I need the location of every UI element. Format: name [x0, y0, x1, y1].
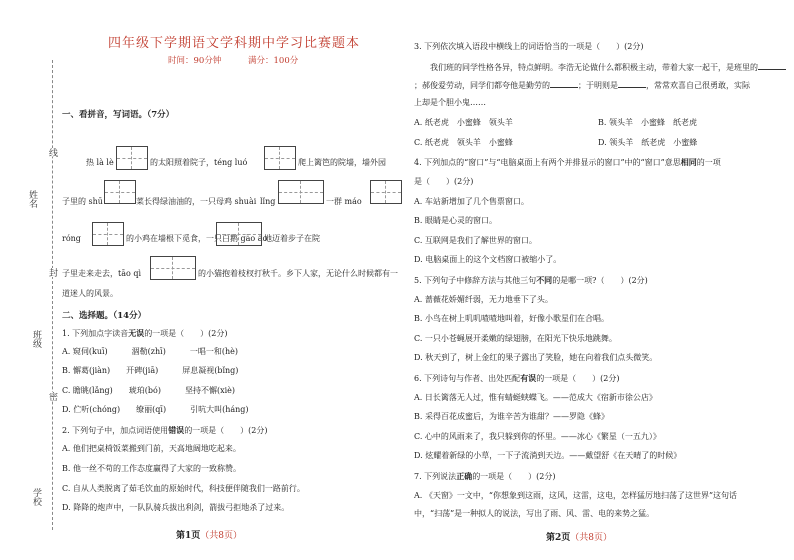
question-6-option-c[interactable]: C. 心中的风雨来了，我只躲到你的怀里。——冰心《繁星（一五九）》	[414, 432, 661, 441]
question-5-option-d[interactable]: D. 秋天到了，树上金红的果子露出了笑脸，她在向着我们点头微笑。	[414, 353, 658, 362]
question-3-para2: ；郝俊爱劳动，同学们都夸他是勤劳的 ；于明则是 ，常常欢喜自己很勇敢，实际	[414, 81, 750, 90]
question-3-para1: 我们班的同学性格各异，特点鲜明。李浩无论做什么都积极主动，带着大家一起干，是班里的	[430, 62, 786, 73]
writing-box-7[interactable]	[216, 222, 262, 246]
question-4-option-b[interactable]: B. 眼睛是心灵的窗口。	[414, 216, 497, 225]
question-5-option-b[interactable]: B. 小鸟在树上叽叽喳喳地叫着，好像小歌星们在合唱。	[414, 314, 609, 323]
question-5-option-a[interactable]: A. 蔷薇花娇媚纤弱，无力地垂下了头。	[414, 295, 553, 304]
question-7-stem: 7. 下列说法正确的一项是（ ）(2分)	[414, 471, 556, 481]
binding-class-label: 班级	[31, 330, 41, 348]
question-1-option-a[interactable]: A. 窥伺(kuī) 涸勒(zhī) 一唱一和(hè)	[62, 347, 238, 356]
page2-footer: 第2页（共8页）	[546, 533, 612, 543]
question-2-option-b[interactable]: B. 他一丝不苟的工作态度赢得了大家的一致称赞。	[62, 464, 241, 473]
page-title: 四年级下学期语文学科期中学习比赛题本	[108, 36, 361, 51]
question-6-option-a[interactable]: A. 日长篱落无人过，惟有蜻蜓蛱蝶飞。——范成大《宿新市徐公店》	[414, 393, 657, 402]
pinyin-text-2d: 一群 máo	[326, 197, 362, 206]
question-4-option-d[interactable]: D. 电脑桌面上的这个文档窗口被缩小了。	[414, 255, 562, 264]
exam-full-score: 满分：100分	[248, 56, 299, 66]
question-1-option-c[interactable]: C. 瞻眺(lǎng) 琥珀(bó) 坚持不懈(xiè)	[62, 386, 235, 395]
pinyin-text-5: 道迷人的风景。	[62, 289, 118, 298]
question-3-option-b[interactable]: B. 领头羊 小蜜蜂 纸老虎	[598, 118, 697, 127]
pinyin-text-4b: 的小猫抱着枝杈打秋千。乡下人家，无论什么时候都有一	[198, 269, 398, 278]
pinyin-text-4a: 子里走来走去，tāo qì	[62, 269, 142, 278]
pinyin-text-1c: 爬上篱笆的院墙，墙外园	[298, 158, 386, 167]
question-2-option-a[interactable]: A. 他们把桌椅饭菜搬到门前，天高地阔地吃起来。	[62, 444, 241, 453]
writing-box-8[interactable]	[150, 256, 196, 280]
question-1-option-b[interactable]: B. 懈葛(jiàn) 开碑(jiā) 屏息凝视(bǐng)	[62, 366, 239, 375]
question-6-option-d[interactable]: D. 炫耀着新绿的小草，一下子流淌到天边。——戴望舒《在天晴了的时候》	[414, 451, 682, 460]
pinyin-text-3a: róng	[62, 234, 81, 243]
binding-dashed-line	[52, 60, 53, 530]
pinyin-text-1b: 的太阳照着院子，téng luó	[150, 158, 248, 167]
pinyin-text-2c: lǐng	[260, 197, 276, 206]
pinyin-text-2a: 子里的 shū	[62, 197, 103, 206]
binding-school-label: 学校	[31, 488, 41, 506]
question-3-option-c[interactable]: C. 纸老虎 领头羊 小蜜蜂	[414, 138, 513, 147]
exam-time: 时间：90分钟	[168, 56, 222, 66]
question-1-option-d[interactable]: D. 伫听(chóng) 缭丽(qī) 引吭大叫(háng)	[62, 405, 249, 414]
question-1-stem: 1. 下列加点字读音无误的一项是（ ）(2分)	[62, 328, 228, 338]
pinyin-text-2b: 菜长得绿油油的，一只母鸡 shuài	[136, 197, 257, 206]
writing-box-2[interactable]	[264, 146, 296, 170]
question-7-option-a-line2[interactable]: 中，“扫荡”是一种拟人的说法，写出了雨、风、雷、电的来势之猛。	[414, 509, 655, 518]
question-3-stem: 3. 下列依次填入语段中横线上的词语恰当的一项是（ ）(2分)	[414, 42, 644, 51]
pinyin-text-3b: 的小鸡在墙根下觅食，一只白鹅 gāo ào	[126, 234, 268, 243]
question-4-option-a[interactable]: A. 车站新增加了几个售票窗口。	[414, 197, 529, 206]
question-6-stem: 6. 下列诗句与作者、出处匹配有误的一项是（ ）(2分)	[414, 373, 620, 383]
binding-line-label: 线	[47, 148, 57, 157]
section2-heading: 二、选择题。（14分）	[62, 311, 147, 321]
question-3-option-d[interactable]: D. 领头羊 纸老虎 小蜜蜂	[598, 138, 698, 147]
question-2-option-c[interactable]: C. 自从人类脱离了茹毛饮血的原始时代，科技便伴随我们一路前行。	[62, 484, 305, 493]
writing-box-4[interactable]	[278, 180, 324, 204]
binding-seal-label-1: 封	[47, 268, 57, 277]
writing-box-6[interactable]	[92, 222, 124, 246]
question-3-option-a[interactable]: A. 纸老虎 小蜜蜂 领头羊	[414, 118, 513, 127]
section1-heading: 一、看拼音，写词语。（7分）	[62, 110, 175, 120]
question-4-stem-cont: 是（ ）(2分)	[414, 177, 474, 186]
question-5-stem: 5. 下列句子中修辞方法与其他三句不同的是哪一项?（ ）(2分)	[414, 275, 648, 285]
pinyin-text-1a: 热 là lè	[86, 158, 114, 167]
question-4-option-c[interactable]: C. 互联网是我们了解世界的窗口。	[414, 236, 537, 245]
binding-seal-label-2: 密	[47, 392, 57, 401]
question-6-option-b[interactable]: B. 采得百花成蜜后，为谁辛苦为谁甜？——罗隐《蜂》	[414, 412, 609, 421]
question-5-option-c[interactable]: C. 一只小苍蝇展开柔嫩的绿翅膀，在阳光下快乐地跳舞。	[414, 334, 617, 343]
question-3-para3: 上却是个胆小鬼……	[414, 98, 486, 107]
binding-name-label: 姓名	[27, 190, 37, 208]
writing-box-1[interactable]	[116, 146, 148, 170]
writing-box-3[interactable]	[104, 180, 136, 204]
page1-footer: 第1页（共8页）	[176, 531, 242, 541]
writing-box-5[interactable]	[370, 180, 402, 204]
pinyin-text-3c: 地迈着步子在院	[264, 234, 320, 243]
question-2-stem: 2. 下列句子中，加点词语使用错误的一项是（ ）(2分)	[62, 425, 268, 435]
question-7-option-a-line1[interactable]: A. 《天窗》一文中，“你想象到这雨，这风，这雷，这电，怎样猛厉地扫荡了这世界”这句话	[414, 491, 738, 500]
question-4-stem: 4. 下列加点的“窗口”与“电脑桌面上有两个并排显示的窗口”中的“窗口”意思相同的一项	[414, 157, 721, 167]
question-2-option-d[interactable]: D. 降降的炮声中，一队队骑兵拔出利剑，箭拔弓拒地杀了过来。	[62, 503, 290, 512]
